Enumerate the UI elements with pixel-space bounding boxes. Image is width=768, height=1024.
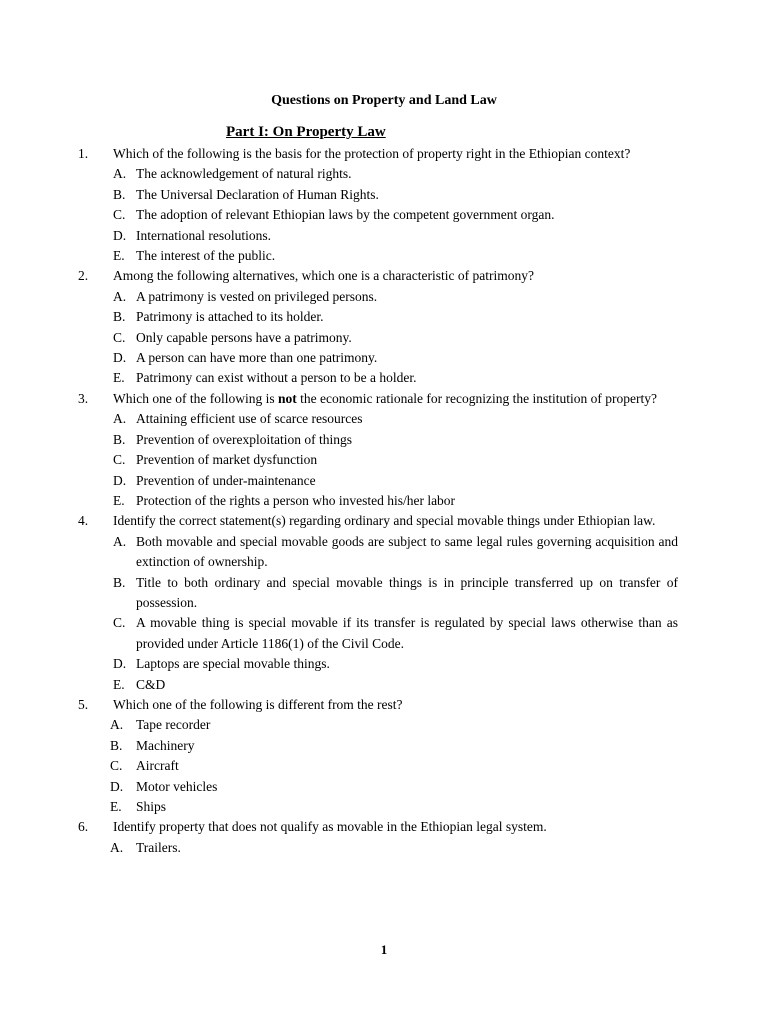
option-letter: C. (113, 615, 126, 631)
option-text: The interest of the public. (136, 248, 276, 264)
option (0, 409, 768, 429)
option-letter: A. (113, 166, 127, 182)
option-letter: E. (113, 492, 125, 508)
option-text: The Universal Declaration of Human Rights. (136, 186, 379, 202)
option (0, 430, 768, 450)
question-5 (0, 695, 768, 715)
option (0, 471, 768, 491)
option-text: C&D (136, 676, 166, 692)
option-letter: D. (113, 656, 127, 672)
option (0, 797, 768, 817)
option-letter: E. (113, 676, 125, 692)
option (0, 838, 768, 858)
document-title: Questions on Property and Land Law (271, 93, 497, 108)
option-letter: A. (110, 717, 124, 733)
question-2 (0, 266, 768, 286)
question-text (113, 389, 678, 409)
option-letter: B. (113, 574, 126, 590)
option-letter: E. (113, 370, 125, 386)
option-text: International resolutions. (136, 227, 271, 243)
option-text: Title to both ordinary and special movable things is in principle transferred up on transfer of possession. (136, 574, 678, 610)
question-text: Which of the following is the basis for the protection of property right in the Ethiopian context? (113, 146, 631, 161)
option-text: Patrimony can exist without a person to be a holder. (136, 370, 417, 386)
option-letter: D. (113, 350, 127, 366)
option-letter: B. (113, 186, 126, 202)
option-text: The acknowledgement of natural rights. (136, 166, 352, 182)
option-text: Prevention of overexploitation of things (136, 431, 352, 447)
option-letter: C. (110, 758, 123, 774)
question-number: 4. (78, 513, 89, 529)
option-text: Aircraft (136, 758, 179, 774)
question-text: Identify the correct statement(s) regarding ordinary and special movable things under Ethiopian law. (113, 513, 656, 529)
option (0, 226, 768, 246)
option-text: Prevention of under-maintenance (136, 472, 316, 488)
option-text: Only capable persons have a patrimony. (136, 329, 352, 345)
option-letter: A. (113, 411, 127, 427)
option (0, 164, 768, 184)
option-text: Patrimony is attached to its holder. (136, 309, 324, 325)
option-letter: E. (110, 799, 122, 814)
option-letter: C. (113, 207, 126, 223)
option (0, 715, 768, 735)
option (0, 450, 768, 470)
option-text: Protection of the rights a person who invested his/her labor (136, 492, 456, 508)
question-number: 3. (78, 390, 89, 406)
question-3 (0, 389, 768, 409)
option-letter: B. (110, 737, 123, 753)
option-letter: A. (110, 839, 124, 855)
option-letter: D. (113, 472, 127, 488)
option (0, 205, 768, 225)
option-text: Machinery (136, 737, 195, 753)
question-list (0, 144, 768, 858)
option (0, 613, 768, 654)
option-letter: A. (113, 288, 127, 304)
question-6 (0, 817, 768, 837)
question-1 (0, 144, 768, 164)
option (0, 777, 768, 797)
option-letter: D. (110, 778, 124, 794)
option (0, 573, 768, 614)
part-heading: Part I: On Property Law (226, 124, 386, 140)
option-text: Prevention of market dysfunction (136, 452, 318, 468)
option (0, 368, 768, 388)
option-text: Laptops are special movable things. (136, 656, 330, 672)
option (0, 246, 768, 266)
option (0, 756, 768, 776)
option (0, 348, 768, 368)
option-letter: B. (113, 309, 126, 325)
option (0, 185, 768, 205)
option (0, 307, 768, 327)
option-letter: C. (113, 452, 126, 468)
question-text-part: the economic rationale for recognizing the institution of property? (296, 390, 657, 406)
option-letter: B. (113, 431, 126, 447)
option-text: Motor vehicles (136, 778, 218, 794)
question-text: Which one of the following is different from the rest? (113, 696, 403, 712)
question-text: Identify property that does not qualify as movable in the Ethiopian legal system. (113, 819, 547, 835)
question-number: 1. (78, 146, 89, 161)
option-letter: A. (113, 533, 127, 549)
option-text: The adoption of relevant Ethiopian laws by the competent government organ. (136, 207, 555, 223)
option-text: Trailers. (136, 839, 181, 855)
option-text: A patrimony is vested on privileged persons. (136, 288, 378, 304)
option-letter: C. (113, 329, 126, 345)
question-number: 5. (78, 696, 89, 712)
question-number: 6. (78, 819, 89, 835)
question-text-part: Which one of the following is (113, 390, 278, 406)
question-text: Among the following alternatives, which one is a characteristic of patrimony? (113, 268, 534, 284)
option (0, 491, 768, 511)
option (0, 287, 768, 307)
page-number: 1 (380, 942, 388, 957)
option (0, 736, 768, 756)
option-text: A person can have more than one patrimony. (136, 350, 378, 366)
option-letter: E. (113, 248, 125, 264)
option (0, 675, 768, 695)
option-text: Attaining efficient use of scarce resources (136, 411, 363, 427)
question-4 (0, 511, 768, 531)
option-text: A movable thing is special movable if its transfer is regulated by special laws otherwise than as provided under Article 1186(1) of the Civil Code. (136, 615, 678, 651)
question-number: 2. (78, 268, 89, 284)
option-text: Both movable and special movable goods are subject to same legal rules governing acquisition and extinction of ownership. (136, 533, 678, 570)
emphasis-word: not (277, 390, 297, 406)
option-letter: D. (113, 227, 127, 243)
option-text: Tape recorder (136, 717, 211, 733)
option (0, 328, 768, 348)
option (0, 654, 768, 674)
option (0, 532, 768, 573)
option-text: Ships (136, 799, 167, 814)
